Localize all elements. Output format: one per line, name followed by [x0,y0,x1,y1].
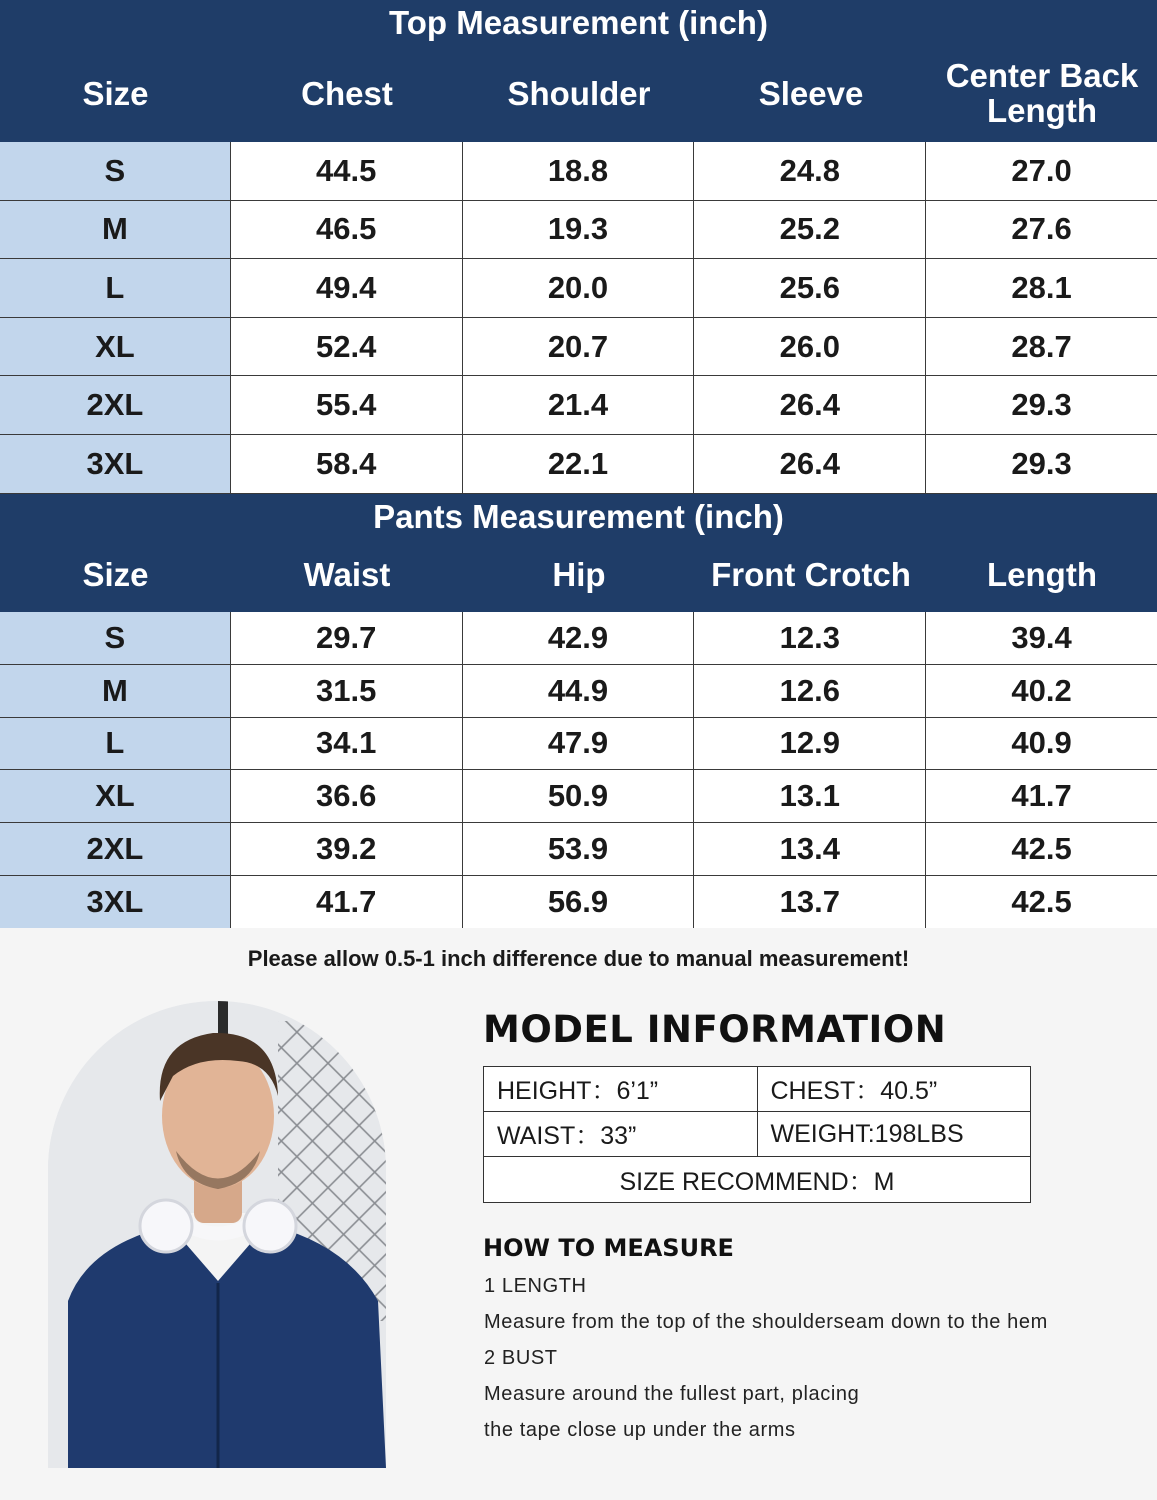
pants-value-cell: 53.9 [463,823,695,875]
top-size-cell: M [0,201,231,259]
pants-value-cell: 12.9 [694,718,926,770]
model-waist: WAIST：33” [497,1122,637,1150]
pants-value-cell: 39.4 [926,612,1157,664]
top-value-cell: 22.1 [463,435,695,493]
pants-value-cell: 36.6 [231,770,463,822]
top-table-row [0,318,1157,377]
measure-length-text: Measure from the top of the shoulderseam down to the hem [484,1311,1048,1333]
pants-value-cell: 13.1 [694,770,926,822]
top-measurement-table [0,0,1157,481]
measure-bust-text-line1: Measure around the fullest part, placing [484,1383,860,1405]
headphone-right-cup [244,1200,296,1252]
pants-value-cell: 41.7 [926,770,1157,822]
measure-bust-label: 2 BUST [484,1347,558,1369]
pants-size-cell: L [0,718,231,770]
top-header-size: Size [82,74,149,112]
top-value-cell: 20.0 [463,259,695,317]
pants-header-hip: Hip [552,555,606,593]
top-value-cell: 26.0 [694,318,926,376]
pants-value-cell: 31.5 [231,665,463,717]
top-header-center-back-length: Center Back Length [945,57,1139,129]
pants-size-cell: XL [0,770,231,822]
pants-size-cell: S [0,612,231,664]
pants-table-row [0,665,1157,718]
pants-table-row [0,612,1157,665]
top-value-cell: 28.7 [926,318,1157,376]
pants-header-size: Size [82,555,149,593]
pants-size-cell: M [0,665,231,717]
model-photo [48,1001,386,1468]
pants-header-length: Length [987,555,1097,593]
pants-value-cell: 42.5 [926,876,1157,928]
model-height: HEIGHT：6’1” [497,1077,659,1105]
model-info-section [0,928,1157,1500]
top-table-row [0,435,1157,494]
top-header-shoulder: Shoulder [507,74,651,112]
headphone-left-cup [140,1200,192,1252]
pants-value-cell: 40.2 [926,665,1157,717]
model-information-title: MODEL INFORMATION [483,1008,947,1051]
pants-measurement-table [0,494,1157,919]
model-size-recommend: SIZE RECOMMEND：M [619,1167,895,1196]
pants-value-cell: 29.7 [231,612,463,664]
top-value-cell: 55.4 [231,376,463,434]
pants-value-cell: 34.1 [231,718,463,770]
pants-value-cell: 44.9 [463,665,695,717]
top-value-cell: 29.3 [926,376,1157,434]
pants-value-cell: 12.3 [694,612,926,664]
model-info-row [484,1157,1030,1202]
how-to-measure-title: HOW TO MEASURE [483,1234,734,1262]
top-value-cell: 44.5 [231,142,463,200]
pants-table-header [0,494,1157,612]
top-value-cell: 58.4 [231,435,463,493]
top-size-cell: 2XL [0,376,231,434]
measurement-note: Please allow 0.5-1 inch difference due to manual measurement! [247,946,910,971]
model-illustration [48,1001,386,1468]
top-table-row [0,201,1157,260]
pants-header-waist: Waist [303,555,391,593]
top-size-cell: 3XL [0,435,231,493]
top-size-cell: XL [0,318,231,376]
top-table-row [0,376,1157,435]
pants-value-cell: 41.7 [231,876,463,928]
top-table-row [0,142,1157,201]
pants-value-cell: 39.2 [231,823,463,875]
pants-header-front-crotch: Front Crotch [711,555,911,593]
top-table-row [0,259,1157,318]
pants-table-row [0,823,1157,876]
top-table-title: Top Measurement (inch) [389,4,768,41]
model-weight: WEIGHT:198LBS [757,1112,1031,1156]
top-value-cell: 49.4 [231,259,463,317]
top-value-cell: 21.4 [463,376,695,434]
pants-value-cell: 40.9 [926,718,1157,770]
model-info-row [484,1112,1030,1157]
top-size-cell: S [0,142,231,200]
top-value-cell: 20.7 [463,318,695,376]
measure-bust-text-line2: the tape close up under the arms [484,1419,796,1441]
pants-value-cell: 12.6 [694,665,926,717]
top-value-cell: 26.4 [694,435,926,493]
top-header-chest: Chest [301,74,393,112]
top-value-cell: 27.0 [926,142,1157,200]
pants-value-cell: 42.5 [926,823,1157,875]
top-value-cell: 46.5 [231,201,463,259]
top-value-cell: 26.4 [694,376,926,434]
pants-size-cell: 3XL [0,876,231,928]
pants-table-row [0,770,1157,823]
pants-value-cell: 56.9 [463,876,695,928]
top-value-cell: 19.3 [463,201,695,259]
top-value-cell: 25.6 [694,259,926,317]
model-information-table [483,1066,1031,1203]
top-value-cell: 25.2 [694,201,926,259]
top-value-cell: 24.8 [694,142,926,200]
pants-value-cell: 47.9 [463,718,695,770]
top-value-cell: 52.4 [231,318,463,376]
measure-length-label: 1 LENGTH [484,1275,587,1297]
pants-table-title: Pants Measurement (inch) [373,498,784,535]
top-table-header [0,0,1157,142]
pants-value-cell: 50.9 [463,770,695,822]
model-chest: CHEST：40.5” [757,1067,1031,1111]
top-value-cell: 29.3 [926,435,1157,493]
top-value-cell: 27.6 [926,201,1157,259]
top-value-cell: 28.1 [926,259,1157,317]
top-header-sleeve: Sleeve [758,74,864,112]
top-size-cell: L [0,259,231,317]
pants-table-row [0,718,1157,771]
model-info-row [484,1067,1030,1112]
pants-value-cell: 13.7 [694,876,926,928]
top-value-cell: 18.8 [463,142,695,200]
pants-value-cell: 42.9 [463,612,695,664]
pants-table-row [0,876,1157,929]
pants-value-cell: 13.4 [694,823,926,875]
pants-size-cell: 2XL [0,823,231,875]
